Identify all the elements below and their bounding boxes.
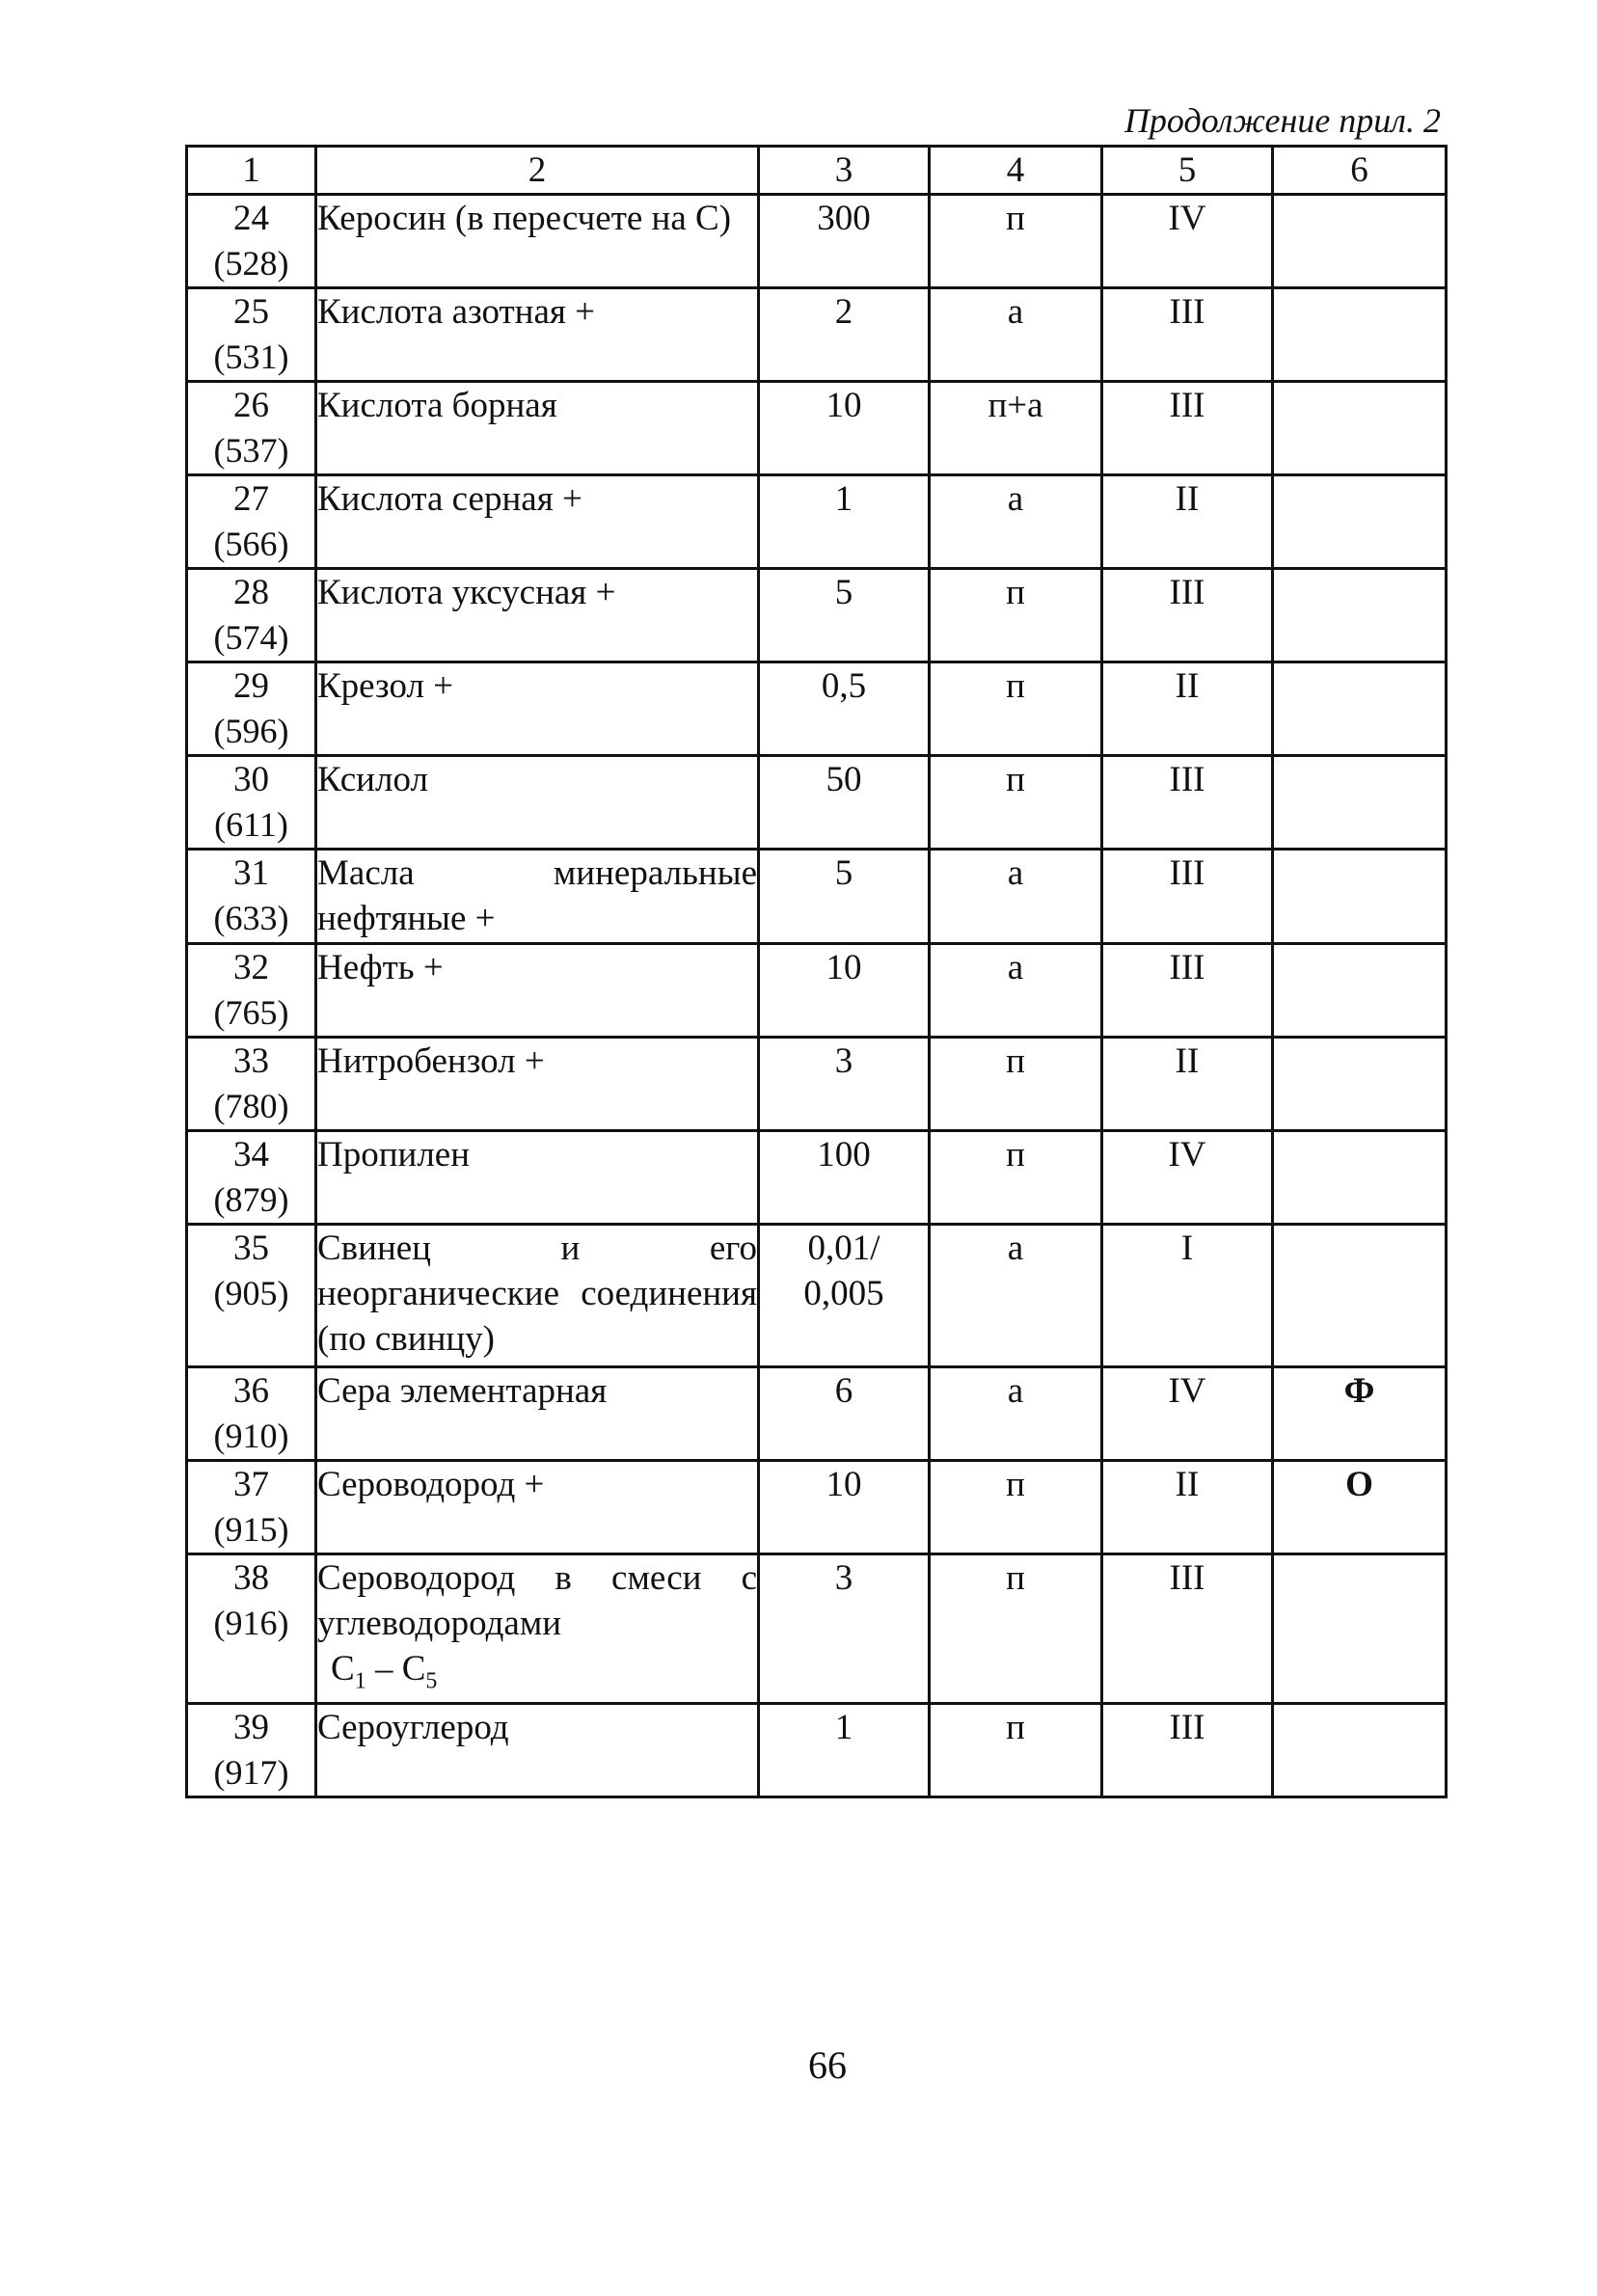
row-code: (596) — [213, 712, 289, 750]
row-code: (528) — [213, 244, 289, 283]
note-cell — [1273, 944, 1447, 1038]
substance-name: Кислота борная — [317, 386, 557, 425]
substance-name: Нефть + — [317, 948, 444, 987]
row-number-cell — [187, 569, 316, 662]
note-cell — [1273, 1704, 1447, 1797]
row-number-cell — [187, 1461, 316, 1554]
hazard-class-cell: III — [1102, 288, 1273, 382]
limit-value-cell: 100 — [759, 1131, 930, 1225]
row-number: 35 — [233, 1229, 269, 1268]
header-row — [187, 147, 1447, 195]
note-cell — [1273, 382, 1447, 475]
substance-name-cell — [316, 1367, 759, 1461]
aggregate-state-cell: п — [930, 662, 1102, 756]
table-row — [187, 850, 1447, 944]
hazard-class-cell: II — [1102, 662, 1273, 756]
row-number: 30 — [233, 760, 269, 799]
note-cell — [1273, 195, 1447, 288]
row-number: 28 — [233, 573, 269, 612]
aggregate-state-cell: п — [930, 1704, 1102, 1797]
table-row — [187, 944, 1447, 1038]
table-row — [187, 288, 1447, 382]
substances-table — [185, 145, 1448, 1798]
substance-name: Кислота серная + — [317, 479, 582, 519]
substance-name-cell — [316, 944, 759, 1038]
substance-name-cell — [316, 1704, 759, 1797]
aggregate-state-cell: а — [930, 475, 1102, 569]
row-code: (574) — [213, 618, 289, 657]
limit-value-cell: 1 — [759, 1704, 930, 1797]
note-cell — [1273, 662, 1447, 756]
substance-name-cell — [316, 756, 759, 850]
table-row — [187, 569, 1447, 662]
substance-name: Кислота уксусная + — [317, 573, 616, 612]
hazard-class-cell: II — [1102, 1038, 1273, 1131]
substance-name: Кислота азотная + — [317, 292, 596, 332]
column-header-4: 4 — [930, 147, 1102, 195]
substance-name-cell — [316, 1038, 759, 1131]
column-header-2: 2 — [316, 147, 759, 195]
row-number: 38 — [233, 1558, 269, 1598]
table-row — [187, 1461, 1447, 1554]
row-number-cell — [187, 1131, 316, 1225]
note-cell — [1273, 756, 1447, 850]
substance-name-cell — [316, 1554, 759, 1704]
aggregate-state-cell: а — [930, 288, 1102, 382]
column-header-6: 6 — [1273, 147, 1447, 195]
substance-name-formula: $С_1 - С_5$ — [331, 1649, 438, 1694]
limit-value-cell: 0,01/ 0,005 — [759, 1225, 930, 1367]
aggregate-state-cell: п — [930, 1038, 1102, 1131]
aggregate-state-cell: а — [930, 944, 1102, 1038]
hazard-class-cell: III — [1102, 850, 1273, 944]
substance-name-cell — [316, 195, 759, 288]
note-cell: Ф — [1273, 1367, 1447, 1461]
row-number-cell — [187, 850, 316, 944]
note-cell: О — [1273, 1461, 1447, 1554]
limit-value-cell: 5 — [759, 850, 930, 944]
row-code: (566) — [213, 525, 289, 563]
substance-name: Сероводород + — [317, 1465, 545, 1504]
substance-name: Нитробензол + — [317, 1041, 545, 1081]
row-code: (537) — [213, 431, 289, 470]
table-continuation-caption: Продолжение прил. 2 — [1123, 101, 1441, 140]
note-cell — [1273, 1131, 1447, 1225]
row-number: 36 — [233, 1371, 269, 1411]
row-number: 32 — [233, 948, 269, 987]
limit-value-cell: 300 — [759, 195, 930, 288]
substance-name: Керосин (в пересчете на С) — [317, 199, 732, 238]
row-code: (915) — [213, 1510, 289, 1549]
table-row — [187, 1554, 1447, 1704]
table-row — [187, 662, 1447, 756]
aggregate-state-cell: п — [930, 1461, 1102, 1554]
note-cell — [1273, 1554, 1447, 1704]
table-row — [187, 475, 1447, 569]
aggregate-state-cell: а — [930, 1367, 1102, 1461]
hazard-class-cell: II — [1102, 1461, 1273, 1554]
note-cell — [1273, 288, 1447, 382]
row-number: 33 — [233, 1041, 269, 1081]
limit-value-cell: 3 — [759, 1038, 930, 1131]
row-code: (780) — [213, 1087, 289, 1125]
substance-name-cell — [316, 662, 759, 756]
row-number: 37 — [233, 1465, 269, 1504]
limit-value-cell: 50 — [759, 756, 930, 850]
substance-name: Ксилол — [317, 760, 428, 799]
row-code: (531) — [213, 338, 289, 376]
note-cell — [1273, 569, 1447, 662]
substance-name: Свинец и его неорганические соединения (по свинцу) — [317, 1229, 757, 1359]
table-row — [187, 1038, 1447, 1131]
row-number: 25 — [233, 292, 269, 332]
page-number: 66 — [808, 2043, 847, 2087]
hazard-class-cell: IV — [1102, 1131, 1273, 1225]
aggregate-state-cell: п — [930, 1554, 1102, 1704]
note-cell — [1273, 1225, 1447, 1367]
substance-name-cell — [316, 288, 759, 382]
row-number: 39 — [233, 1708, 269, 1747]
note-cell — [1273, 850, 1447, 944]
table-row — [187, 382, 1447, 475]
row-number-cell — [187, 944, 316, 1038]
hazard-class-cell: III — [1102, 944, 1273, 1038]
hazard-class-cell: III — [1102, 382, 1273, 475]
note-cell — [1273, 1038, 1447, 1131]
substance-name-cell — [316, 475, 759, 569]
row-code: (879) — [213, 1180, 289, 1219]
table-body — [187, 195, 1447, 1797]
row-number-cell — [187, 1704, 316, 1797]
table-row — [187, 195, 1447, 288]
row-code: (633) — [213, 899, 289, 937]
limit-value-cell: 3 — [759, 1554, 930, 1704]
hazard-class-cell: IV — [1102, 195, 1273, 288]
table-row — [187, 1131, 1447, 1225]
row-number-cell — [187, 288, 316, 382]
limit-value-cell: 10 — [759, 944, 930, 1038]
table-row — [187, 756, 1447, 850]
row-code: (916) — [213, 1604, 289, 1642]
limit-value-cell: 10 — [759, 1461, 930, 1554]
row-number-cell — [187, 756, 316, 850]
table-row — [187, 1704, 1447, 1797]
row-code: (910) — [213, 1417, 289, 1455]
substance-name: Сероводород в смеси с углеводородами — [317, 1558, 757, 1643]
row-number-cell — [187, 195, 316, 288]
row-number: 26 — [233, 386, 269, 425]
limit-value-cell: 6 — [759, 1367, 930, 1461]
row-code: (917) — [213, 1753, 289, 1792]
aggregate-state-cell: п — [930, 195, 1102, 288]
substance-name-cell — [316, 569, 759, 662]
aggregate-state-cell: а — [930, 850, 1102, 944]
column-header-1: 1 — [187, 147, 316, 195]
hazard-class-cell: III — [1102, 569, 1273, 662]
table-row — [187, 1225, 1447, 1367]
hazard-class-cell: II — [1102, 475, 1273, 569]
substance-name-cell — [316, 850, 759, 944]
row-number-cell — [187, 382, 316, 475]
aggregate-state-cell: п+а — [930, 382, 1102, 475]
substance-name: Сера элементарная — [317, 1371, 608, 1411]
hazard-class-cell: IV — [1102, 1367, 1273, 1461]
row-number-cell — [187, 1038, 316, 1131]
limit-value-cell: 0,5 — [759, 662, 930, 756]
hazard-class-cell: III — [1102, 1554, 1273, 1704]
column-header-3: 3 — [759, 147, 930, 195]
note-cell — [1273, 475, 1447, 569]
substance-name-cell — [316, 382, 759, 475]
row-code: (611) — [214, 805, 288, 844]
row-number-cell — [187, 1367, 316, 1461]
hazard-class-cell: III — [1102, 756, 1273, 850]
substance-name: Крезол + — [317, 666, 454, 706]
limit-value-cell: 10 — [759, 382, 930, 475]
row-number-cell — [187, 1225, 316, 1367]
row-number: 29 — [233, 666, 269, 706]
substance-name-cell — [316, 1131, 759, 1225]
limit-value-cell: 5 — [759, 569, 930, 662]
row-number-cell — [187, 1554, 316, 1704]
aggregate-state-cell: п — [930, 1131, 1102, 1225]
substance-name: Пропилен — [317, 1135, 471, 1175]
row-number-cell — [187, 662, 316, 756]
aggregate-state-cell: п — [930, 756, 1102, 850]
row-number-cell — [187, 475, 316, 569]
table-row — [187, 1367, 1447, 1461]
limit-value-cell: 2 — [759, 288, 930, 382]
aggregate-state-cell: п — [930, 569, 1102, 662]
aggregate-state-cell: а — [930, 1225, 1102, 1367]
row-number: 31 — [233, 853, 269, 893]
substance-name: Сероуглерод — [317, 1708, 509, 1747]
column-header-5: 5 — [1102, 147, 1273, 195]
limit-value-cell: 1 — [759, 475, 930, 569]
substance-name-cell — [316, 1461, 759, 1554]
row-code: (765) — [213, 993, 289, 1032]
row-number: 24 — [233, 199, 269, 238]
hazard-class-cell: III — [1102, 1704, 1273, 1797]
row-code: (905) — [213, 1274, 289, 1312]
row-number: 27 — [233, 479, 269, 519]
substance-name-cell — [316, 1225, 759, 1367]
substance-name: Масла минеральные нефтяные + — [317, 853, 757, 938]
hazard-class-cell: I — [1102, 1225, 1273, 1367]
row-number: 34 — [233, 1135, 269, 1175]
